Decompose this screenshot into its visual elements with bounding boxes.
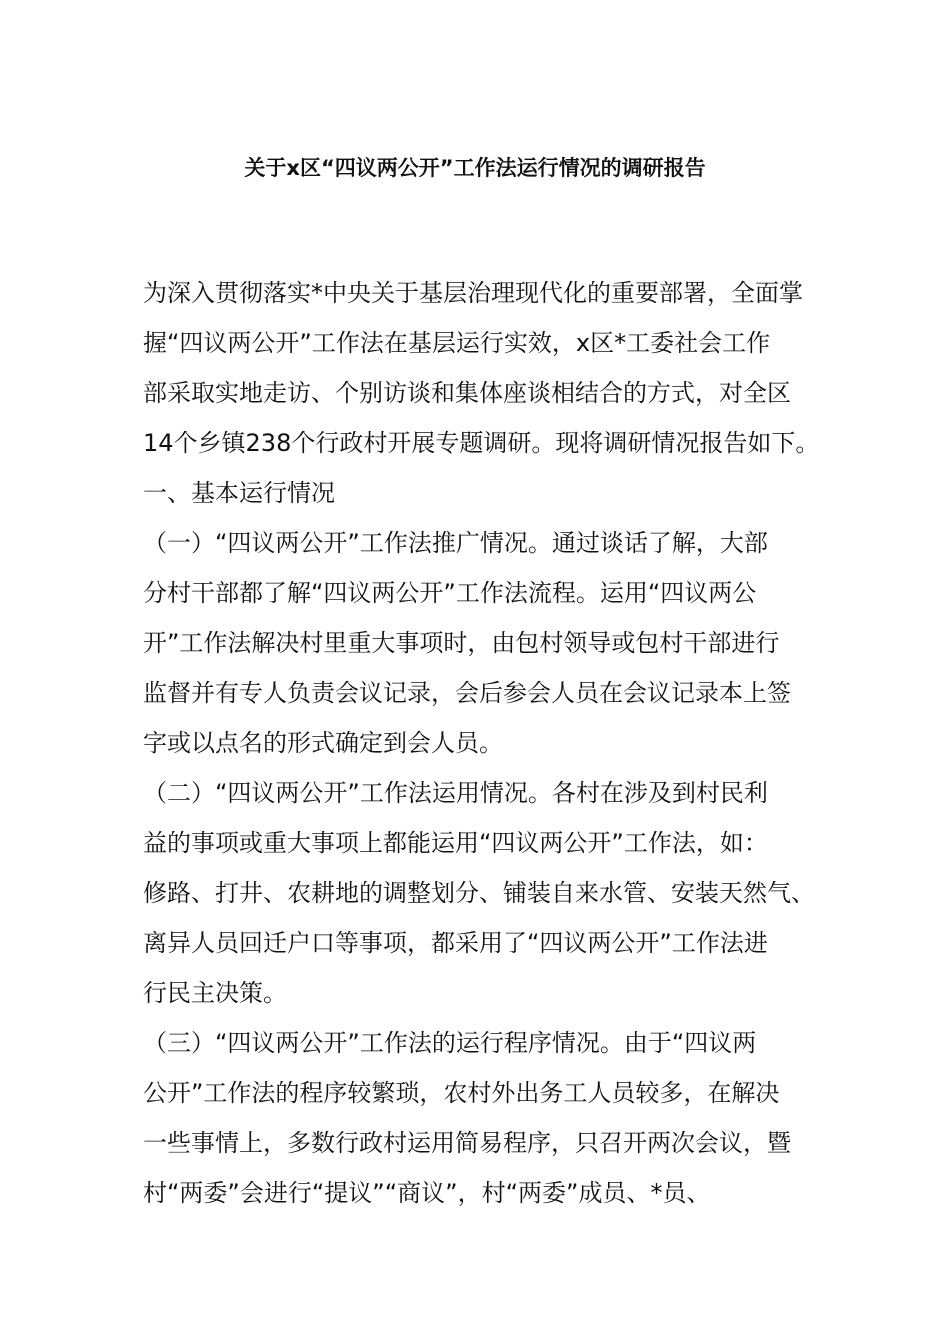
document-body	[143, 268, 843, 1218]
body-line: 握“四议两公开”工作法在基层运行实效，x区*工委社会工作	[143, 329, 771, 357]
document-title: 关于x区“四议两公开”工作法运行情况的调研报告	[244, 156, 706, 180]
body-line: 公开”工作法的程序较繁琐，农村外出务工人员较多，在解决	[143, 1079, 780, 1107]
body-line: 为深入贯彻落实*中央关于基层治理现代化的重要部署，全面掌	[143, 279, 803, 307]
section-heading: 一、基本运行情况	[143, 479, 335, 507]
body-line: 分村干部都了解“四议两公开”工作法流程。运用“四议两公	[143, 579, 757, 607]
body-line: 修路、打井、农耕地的调整划分、铺装自来水管、安装天然气、	[143, 879, 815, 907]
body-line: 开”工作法解决村里重大事项时，由包村领导或包村干部进行	[143, 629, 780, 657]
body-line: 离异人员回迁户口等事项，都采用了“四议两公开”工作法进	[143, 929, 768, 957]
body-line: 字或以点名的形式确定到会人员。	[143, 729, 503, 757]
body-line: 村“两委”会进行“提议”“商议”，村“两委”成员、*员、	[143, 1179, 711, 1207]
body-line: 一些事情上，多数行政村运用简易程序，只召开两次会议，暨	[143, 1129, 791, 1157]
body-line: 14个乡镇238个行政村开展专题调研。现将调研情况报告如下。	[143, 429, 820, 457]
body-line: 行民主决策。	[143, 979, 287, 1007]
body-line: 监督并有专人负责会议记录，会后参会人员在会议记录本上签	[143, 679, 791, 707]
body-line: 部采取实地走访、个别访谈和集体座谈相结合的方式，对全区	[143, 379, 791, 407]
body-line: （二）“四议两公开”工作法运用情况。各村在涉及到村民利	[143, 779, 768, 807]
body-line: （三）“四议两公开”工作法的运行程序情况。由于“四议两	[143, 1029, 757, 1057]
body-line: （一）“四议两公开”工作法推广情况。通过谈话了解，大部	[143, 529, 768, 557]
body-line: 益的事项或重大事项上都能运用“四议两公开”工作法，如：	[143, 829, 768, 857]
